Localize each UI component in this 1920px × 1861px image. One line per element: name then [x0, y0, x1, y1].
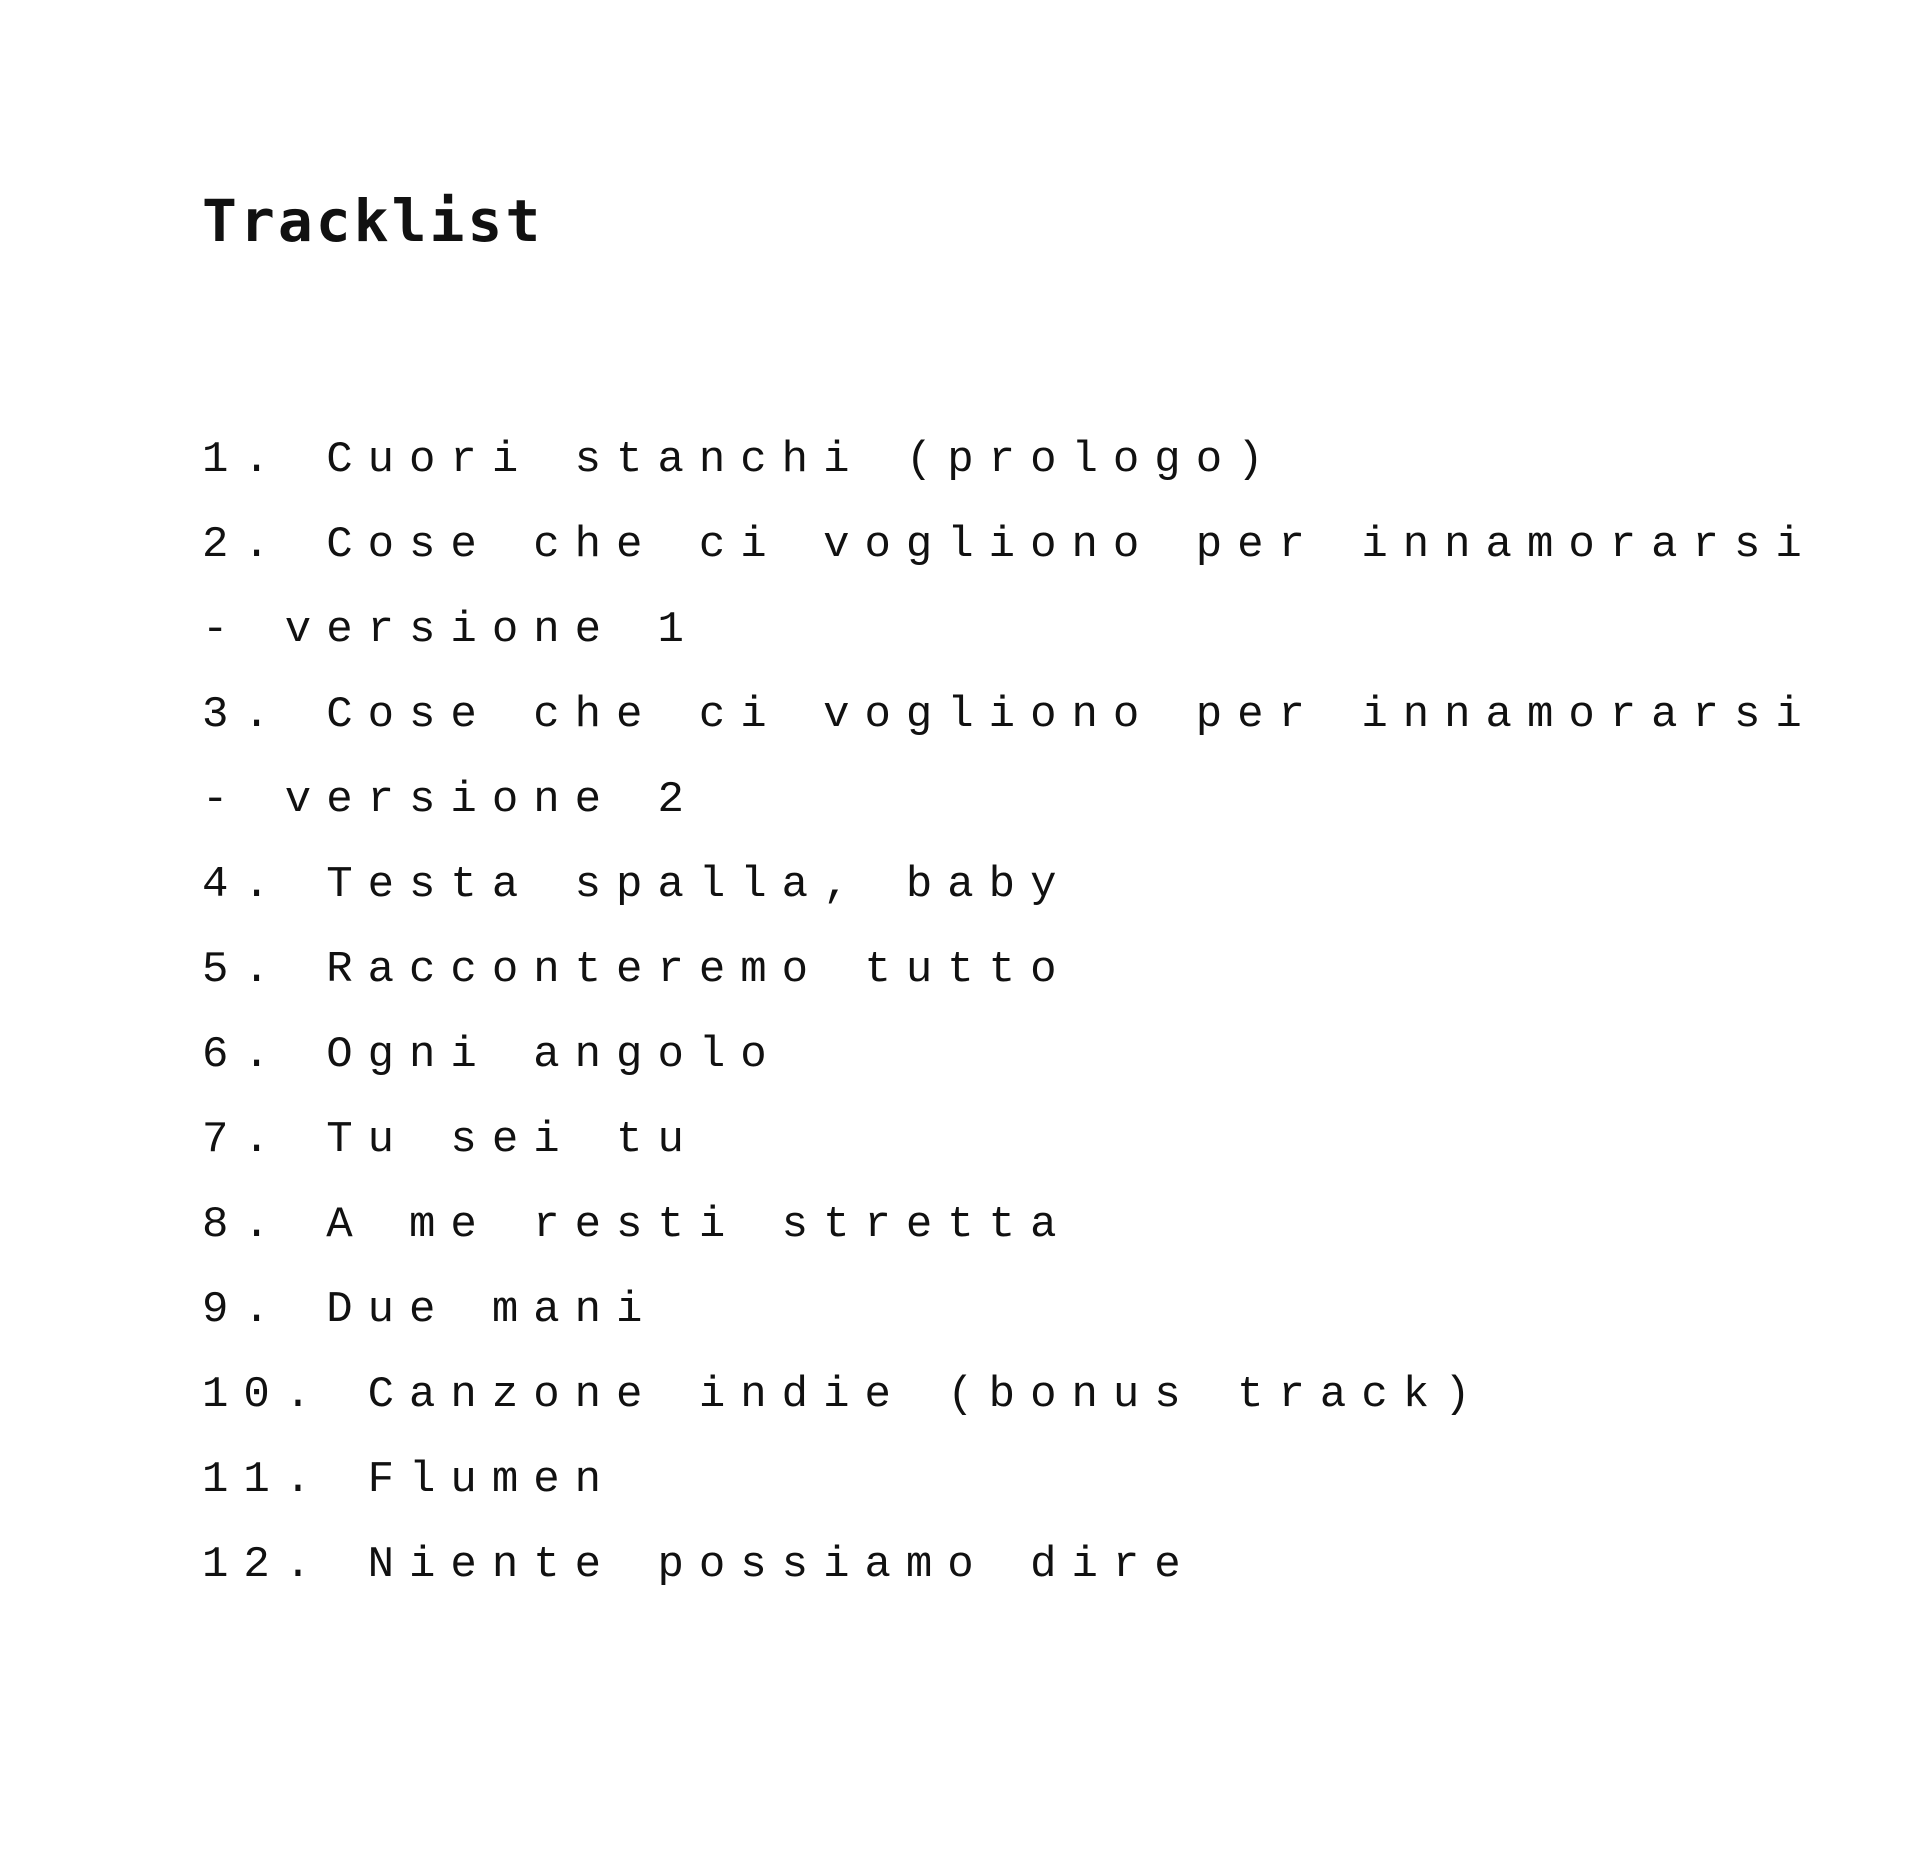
track-line-1: 1. Cuori stanchi (prologo) — [202, 435, 1279, 485]
track-line-7: 7. Tu sei tu — [202, 1115, 699, 1165]
track-line-12: 12. Niente possiamo dire — [202, 1540, 1196, 1590]
track-line-2: 2. Cose che ci vogliono per innamorarsi — [202, 520, 1817, 570]
track-line-5: 5. Racconteremo tutto — [202, 945, 1072, 995]
track-line-9: 9. Due mani — [202, 1285, 658, 1335]
track-line-8: 8. A me resti stretta — [202, 1200, 1072, 1250]
document-page — [202, 0, 1817, 1861]
track-line-11: 11. Flumen — [202, 1455, 617, 1505]
track-line-6: 6. Ogni angolo — [202, 1030, 782, 1080]
track-line-4: 4. Testa spalla, baby — [202, 860, 1072, 910]
track-line-3: 3. Cose che ci vogliono per innamorarsi — [202, 690, 1817, 740]
track-line-10: 10. Canzone indie (bonus track) — [202, 1370, 1486, 1420]
track-line-3-continuation: - versione 2 — [202, 775, 699, 825]
page-title: Tracklist — [202, 187, 544, 255]
tracklist — [202, 418, 1817, 1608]
track-line-2-continuation: - versione 1 — [202, 605, 699, 655]
